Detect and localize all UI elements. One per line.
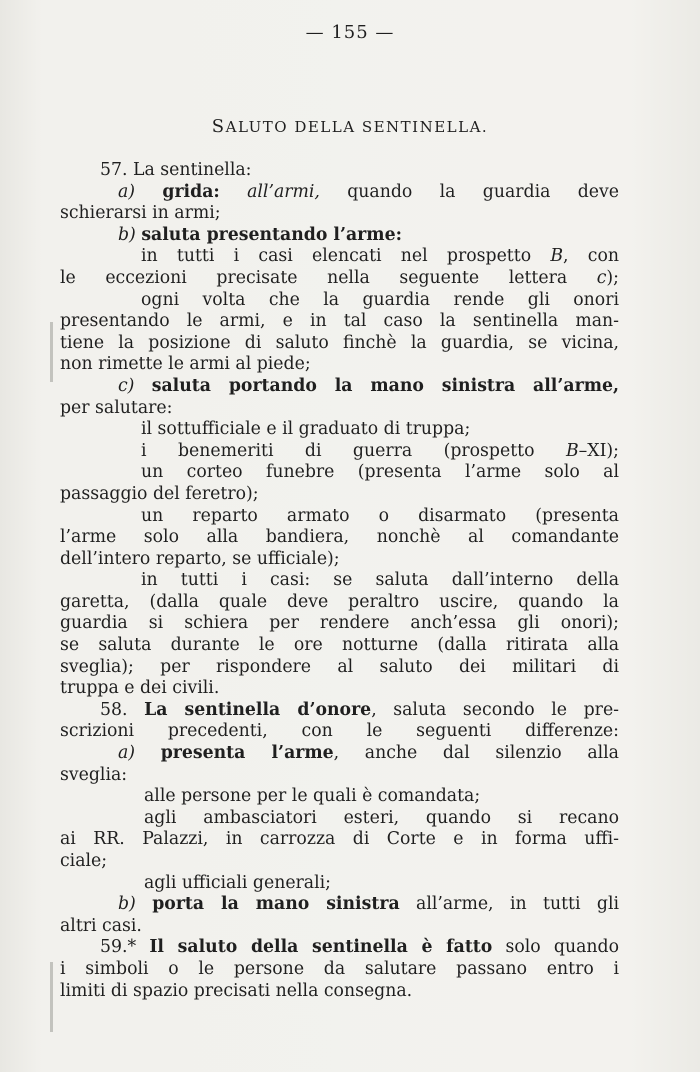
text-line: b) porta la mano sinistra all’arme, in tutti gli bbox=[118, 894, 619, 915]
text-line: guardia si schiera per rendere anch’essa gli onori); bbox=[60, 613, 619, 634]
text-line: presentando le armi, e in tal caso la sentinella man- bbox=[60, 311, 619, 332]
text-line: ciale; bbox=[60, 851, 108, 871]
text-line: le eccezioni precisate nella seguente lettera c); bbox=[60, 267, 619, 288]
text-line: scrizioni precedenti, con le seguenti differenze: bbox=[60, 721, 619, 742]
text-line: passaggio del feretro); bbox=[60, 483, 259, 504]
text-line: i benemeriti di guerra (prospetto B–XI); bbox=[141, 440, 619, 461]
text-line: agli ambasciatori esteri, quando si recano bbox=[144, 807, 619, 828]
section-heading bbox=[0, 116, 700, 137]
text-line: il sottufficiale e il graduato di truppa; bbox=[141, 419, 471, 440]
text-line: a) presenta l’arme, anche dal silenzio alla bbox=[118, 743, 619, 764]
text-line: b) saluta presentando l’arme: bbox=[118, 224, 402, 245]
text-line: limiti di spazio precisati nella consegna. bbox=[60, 980, 413, 1001]
text-line: 59.* Il saluto della sentinella è fatto solo quando bbox=[100, 937, 619, 958]
heading-rest: ALUTO DELLA SENTINELLA. bbox=[225, 118, 489, 136]
text-line: tiene la posizione di saluto finchè la guardia, se vicina, bbox=[60, 332, 619, 353]
body-text bbox=[60, 160, 619, 1002]
text-line: ai RR. Palazzi, in carrozza di Corte e in forma uffi- bbox=[60, 829, 619, 850]
text-line: agli ufficiali generali; bbox=[144, 872, 331, 893]
text-line: garetta, (dalla quale deve peraltro uscire, quando la bbox=[60, 591, 619, 612]
text-line: 57. La sentinella: bbox=[100, 160, 252, 180]
text-line: non rimette le armi al piede; bbox=[60, 354, 311, 375]
text-line: c) saluta portando la mano sinistra all’arme, bbox=[118, 375, 619, 396]
page-number: — 155 — bbox=[305, 22, 395, 43]
text-line: l’arme solo alla bandiera, nonchè al comandante bbox=[60, 527, 619, 548]
text-line: schierarsi in armi; bbox=[60, 203, 221, 224]
text-line: a) grida: all’armi, quando la guardia deve bbox=[118, 181, 619, 202]
text-line: 58. La sentinella d’onore, saluta secondo le pre- bbox=[100, 699, 619, 720]
text-line: sveglia: bbox=[60, 764, 128, 785]
text-line: in tutti i casi: se saluta dall’interno della bbox=[141, 570, 619, 591]
text-line: un reparto armato o disarmato (presenta bbox=[141, 505, 619, 526]
text-line: ogni volta che la guardia rende gli onori bbox=[141, 289, 619, 310]
text-line: un corteo funebre (presenta l’arme solo al bbox=[141, 462, 619, 483]
text-line: per salutare: bbox=[60, 397, 173, 418]
text-line: dell’intero reparto, se ufficiale); bbox=[60, 548, 340, 569]
text-line: truppa e dei civili. bbox=[60, 678, 220, 699]
text-line: sveglia); per rispondere al saluto dei militari di bbox=[60, 656, 619, 677]
text-line: alle persone per le quali è comandata; bbox=[144, 786, 481, 807]
text-line: in tutti i casi elencati nel prospetto B, con bbox=[141, 246, 619, 267]
heading-initial: S bbox=[211, 116, 226, 137]
margin-mark bbox=[50, 322, 53, 382]
margin-mark bbox=[50, 962, 53, 1032]
text-line: se saluta durante le ore notturne (dalla ritirata alla bbox=[60, 635, 619, 656]
text-line: altri casi. bbox=[60, 915, 142, 936]
text-line: i simboli o le persone da salutare passano entro i bbox=[60, 958, 619, 979]
